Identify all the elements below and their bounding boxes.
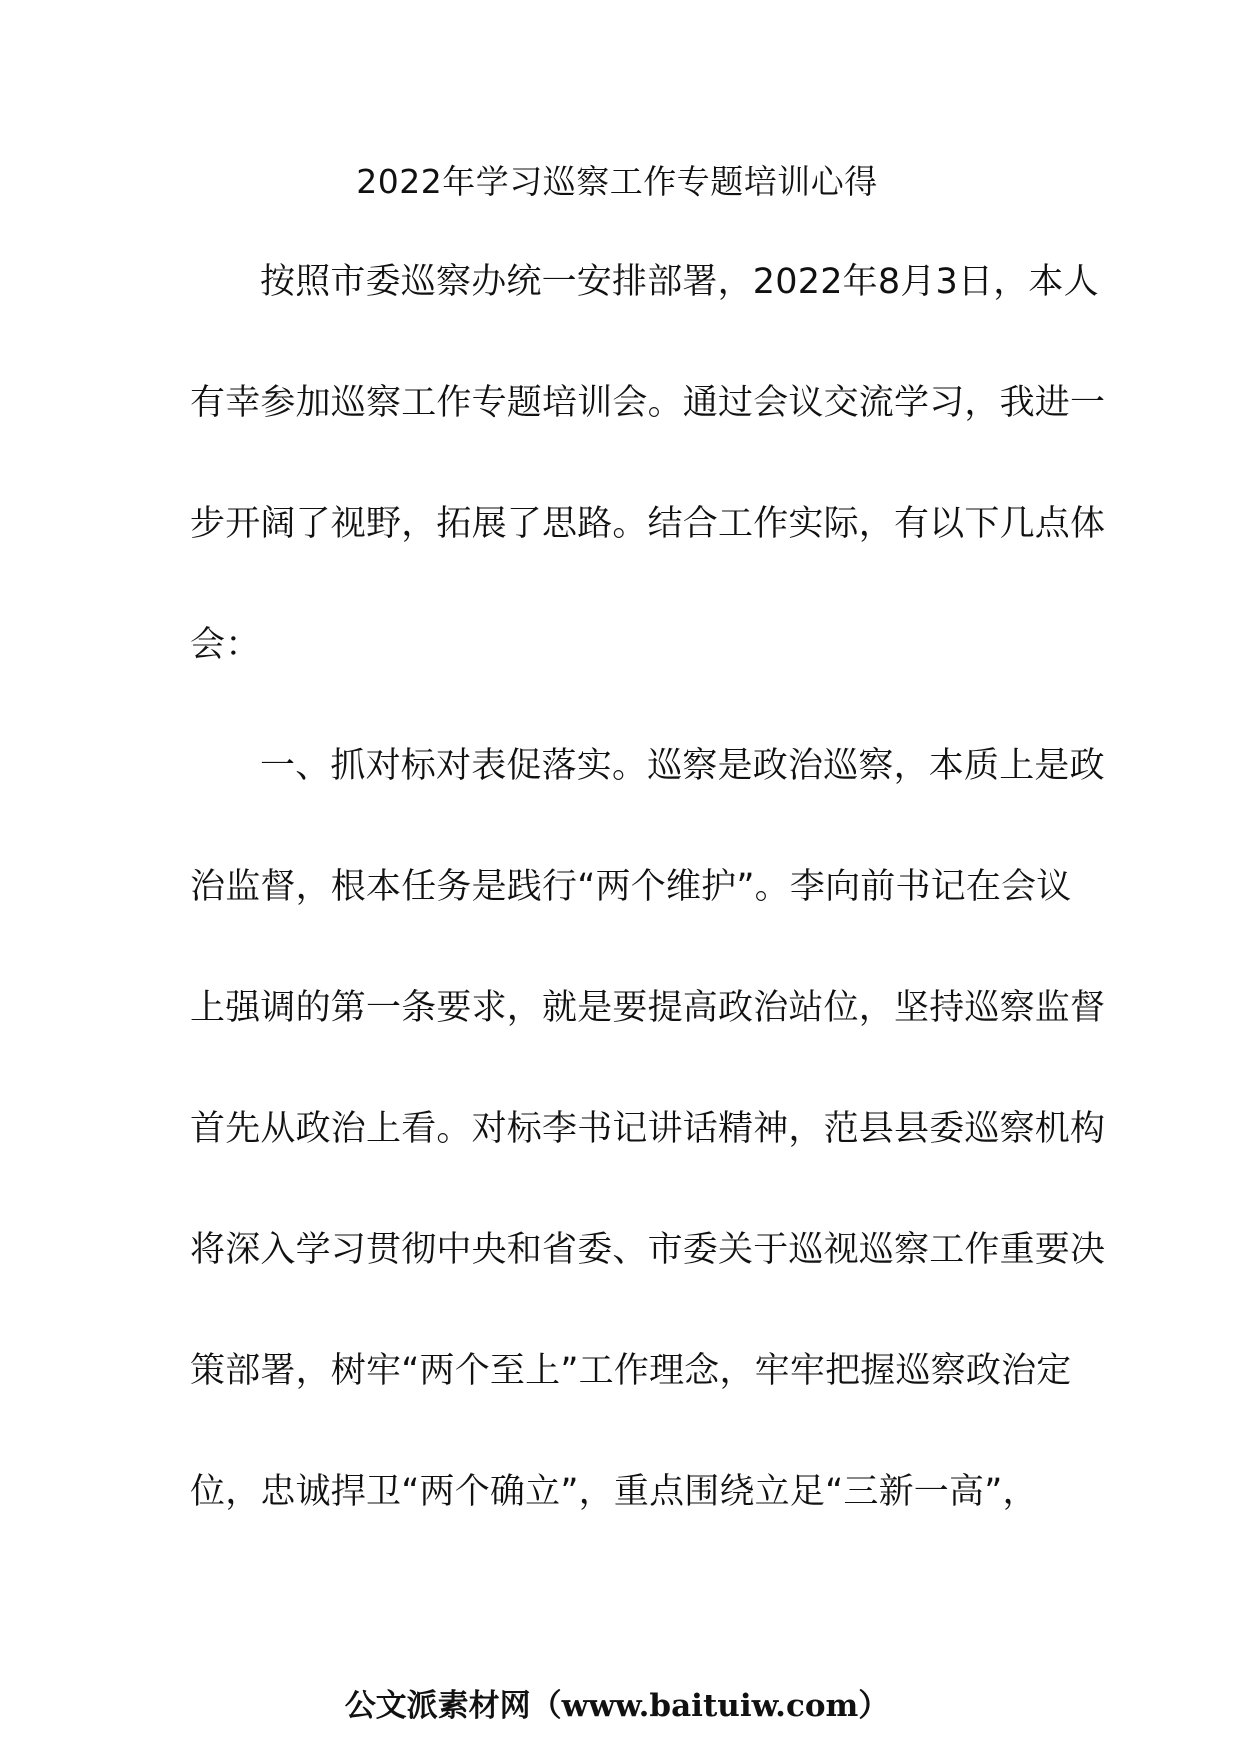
document-body	[190, 258, 1106, 1589]
paragraph-line: 一、抓对标对表促落实。巡察是政治巡察，本质上是政	[260, 746, 1105, 786]
paragraph-line: 位，忠诚捍卫“两个确立”，重点围绕立足“三新一高”，	[190, 1472, 1038, 1512]
document-title: 2022年学习巡察工作专题培训心得	[356, 162, 878, 201]
paragraph-line: 有幸参加巡察工作专题培训会。通过会议交流学习，我进一	[190, 383, 1106, 423]
paragraph-line: 上强调的第一条要求，就是要提高政治站位，坚持巡察监督	[190, 988, 1106, 1028]
paragraph-line: 首先从政治上看。对标李书记讲话精神，范县县委巡察机构	[190, 1109, 1106, 1149]
paragraph-line: 会：	[190, 625, 261, 665]
paragraph-line: 策部署，树牢“两个至上”工作理念，牢牢把握巡察政治定	[190, 1351, 1072, 1391]
paragraph-line: 步开阔了视野，拓展了思路。结合工作实际，有以下几点体	[190, 504, 1106, 544]
paragraph-line: 将深入学习贯彻中央和省委、市委关于巡视巡察工作重要决	[190, 1230, 1106, 1270]
source-footer: 公文派素材网（www.baituiw.com）	[344, 1688, 890, 1724]
paragraph-line: 按照市委巡察办统一安排部署，2022年8月3日，本人	[260, 262, 1099, 302]
paragraph-line: 治监督，根本任务是践行“两个维护”。李向前书记在会议	[190, 867, 1072, 907]
